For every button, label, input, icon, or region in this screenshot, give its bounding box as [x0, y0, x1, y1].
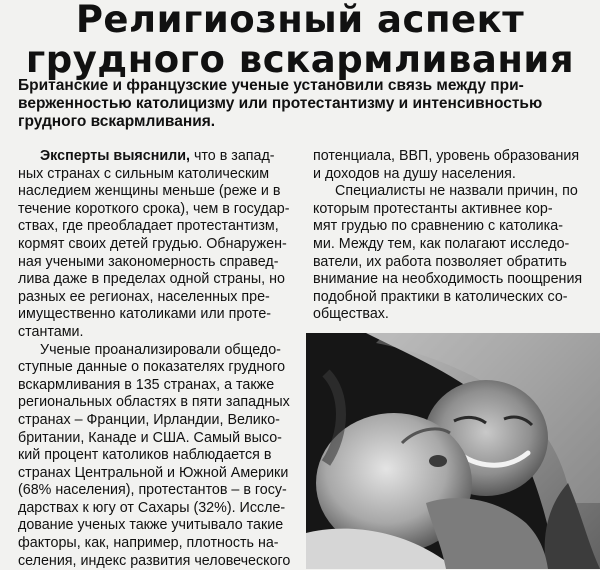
text-line: лива даже в пределах одной страны, но [18, 271, 285, 288]
lede-line-3: грудного вскармливания. [18, 113, 216, 130]
text-line: имущественно католиками или проте- [18, 306, 272, 323]
text-line: ствах, где преобладает протестантизм, [18, 218, 279, 235]
text-line: селения, индекс развития человеческого [18, 552, 291, 569]
text-line: которым протестанты активнее кор- [313, 200, 553, 217]
text-line: ных странах с сильным католическим [18, 165, 270, 182]
text-line: стантами. [18, 323, 84, 340]
text-line: кий процент католиков наблюдается в [18, 447, 272, 464]
text-line: мят грудью по сравнению с католика- [313, 218, 563, 235]
text-line: обществах. [313, 306, 389, 323]
headline-line-2: грудного вскармливания [25, 38, 575, 81]
text-line: ми. Между тем, как полагают исследо- [313, 235, 570, 252]
text-line: странах Центральной и Южной Америки [18, 464, 289, 481]
article-column-2 [313, 148, 600, 324]
text-line: ная учеными закономерность справед- [18, 253, 279, 270]
headline [0, 0, 600, 80]
text-line: ватели, их работа позволяет обратить [313, 253, 567, 270]
text-line: разных ее регионах, населенных пре- [18, 288, 270, 305]
lede [18, 77, 593, 131]
text-line: британии, Канаде и США. Самый высо- [18, 429, 282, 446]
text-line: Ученые проанализировали общедо- [40, 341, 281, 358]
paragraph-1-first-rest: что в запад- [189, 148, 275, 164]
headline-line-1: Религиозный аспект [75, 0, 525, 41]
article-column-1 [18, 148, 308, 570]
text-line: (68% населения), протестантов – в госу- [18, 482, 287, 499]
text-line: дарствах к югу от Сахары (32%). Иссле- [18, 499, 286, 516]
text-line: и доходов на душу населения. [313, 165, 516, 182]
paragraph-1-first-line [18, 148, 308, 166]
text-line: потенциала, ВВП, уровень образования [313, 148, 580, 164]
text-line: подобной практики в католических со- [313, 288, 568, 305]
lede-line-1: Британские и французские ученые установили связь между при- [18, 77, 524, 94]
mother-and-baby-photo [306, 333, 600, 569]
text-line: вскармливания в 135 странах, а также [18, 376, 275, 393]
text-line: Специалисты не назвали причин, по [335, 183, 578, 200]
text-line: течение короткого срока), чем в государ- [18, 200, 290, 217]
lede-line-2: верженностью католицизму или протестантизму и интенсивностью [18, 95, 543, 112]
text-line: странах – Франции, Ирландии, Велико- [18, 411, 280, 428]
paragraph-1-lead: Эксперты выяснили, [40, 148, 190, 164]
text-line: ступные данные о показателях грудного [18, 359, 286, 376]
text-line: региональных областях в пяти западных [18, 394, 290, 411]
text-line: дование ученых также учитывало такие [18, 517, 284, 534]
text-line: внимание на необходимость поощрения [313, 271, 583, 288]
text-line: наследием женщины меньше (реже и в [18, 183, 281, 200]
text-line: факторы, как, например, плотность на- [18, 535, 279, 552]
text-line: кормят своих детей грудью. Обнаружен- [18, 235, 287, 252]
